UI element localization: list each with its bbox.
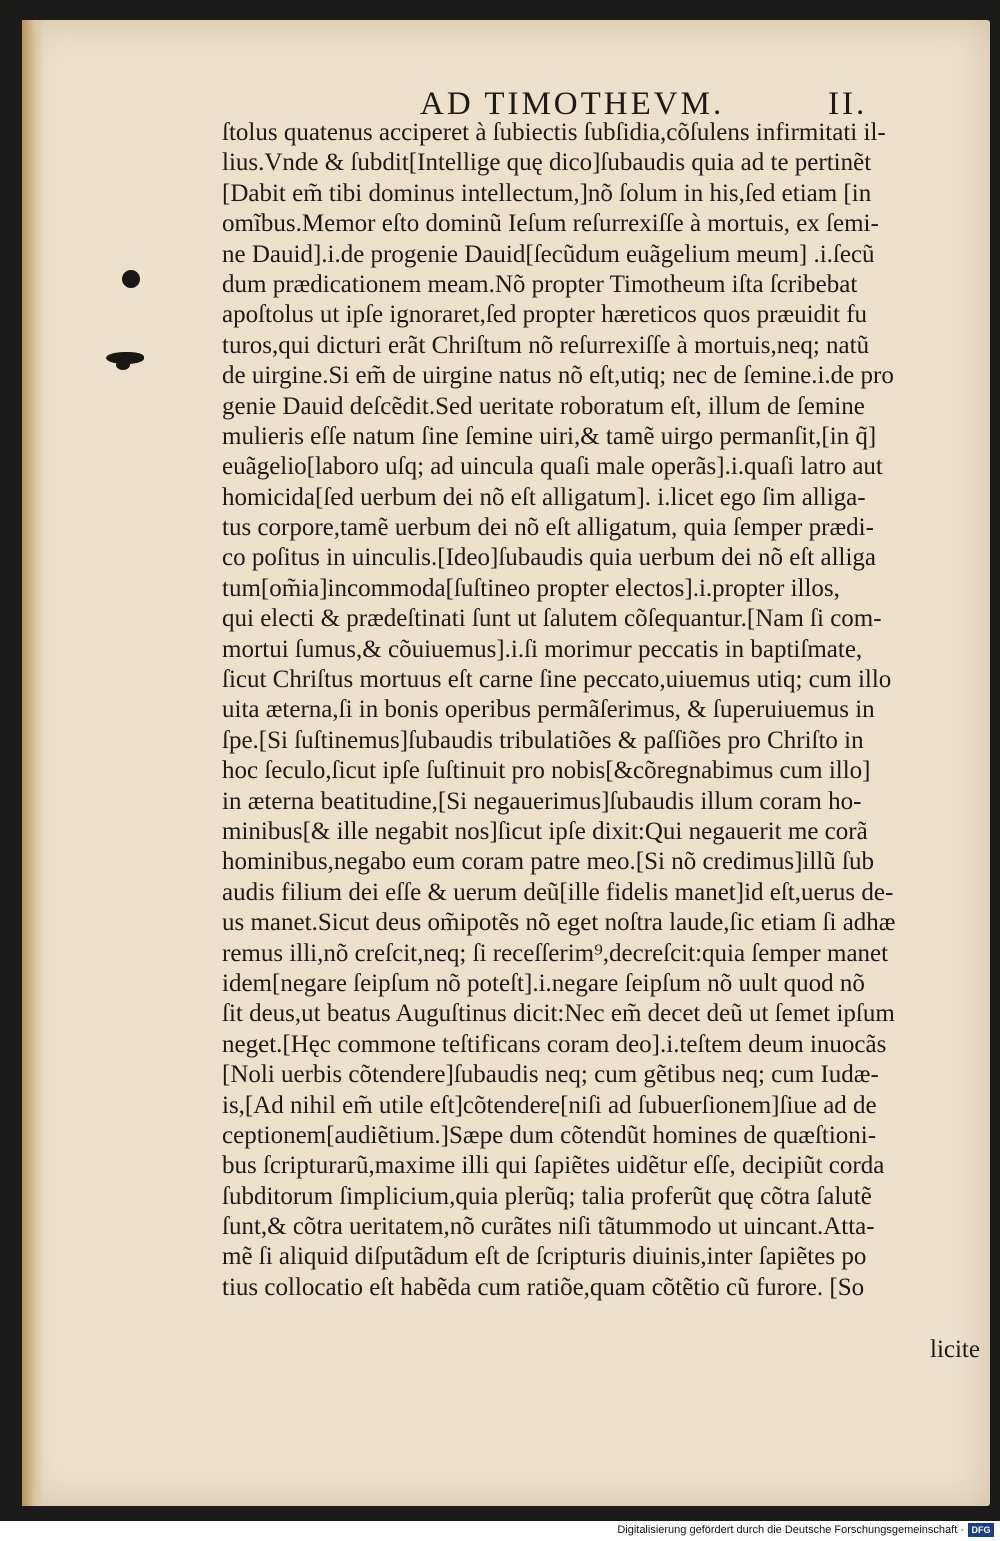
text-line: turos,qui dicturi erãt Chriſtum nõ reſurrexiſſe à mortuis,neq; natũ: [222, 331, 870, 359]
text-line: neget.[Hęc commone teſtificans coram deo].i.teſtem deum inuocãs: [222, 1030, 887, 1058]
text-line: tus corpore,tamẽ uerbum dei nõ eſt alligatum, quia ſemper prædi-: [222, 514, 874, 542]
text-line: us manet.Sicut deus om̃ipotẽs nõ eget noſtra laude,ſic etiam ſi adhæ: [222, 909, 896, 937]
text-line: mortui ſumus,& cõuiuemus].i.ſi morimur peccatis in baptiſmate,: [222, 635, 863, 663]
text-line: tum[om̃ia]incommoda[ſuſtineo propter electos].i.propter illos,: [222, 574, 840, 602]
text-line: audis filium dei eſſe & uerum deũ[ille fidelis manet]id eſt,uerus de-: [222, 878, 894, 906]
digitization-credit: Digitalisierung gefördert durch die Deutsche Forschungsgemeinschaft ·: [617, 1524, 964, 1536]
text-line: co poſitus in uinculis.[Ideo]ſubaudis quia uerbum dei nõ eſt alliga: [222, 544, 877, 572]
body-text: [222, 118, 992, 1303]
text-line: ne Dauid].i.de progenie Dauid[ſecũdum euãgelium meum] .i.ſecũ: [222, 240, 875, 268]
text-line: ſunt,& cõtra ueritatem,nõ curãtes niſi tãtummodo ut uincant.Atta-: [222, 1213, 875, 1241]
text-line: qui electi & prædeſtinati ſunt ut ſalutem cõſequantur.[Nam ſi com-: [222, 605, 882, 633]
text-line: uita æterna,ſi in bonis operibus permãſerimus, & ſuperuiuemus in: [222, 696, 875, 724]
text-line: ſpe.[Si ſuſtinemus]ſubaudis tribulatiões & paſſiões pro Chriſto in: [222, 726, 864, 754]
text-line: ſicut Chriſtus mortuus eſt carne ſine peccato,uiuemus utiq; cum illo: [222, 666, 892, 694]
text-line: lius.Vnde & ſubdit[Intellige quę dico]ſubaudis quia ad te pertinẽt: [222, 149, 872, 177]
text-line: hoc ſeculo,ſicut ipſe ſuſtinuit pro nobis[&cõregnabimus cum illo]: [222, 757, 871, 785]
running-title: AD TIMOTHEVM.: [420, 86, 725, 122]
text-line: hominibus,negabo eum coram patre meo.[Si nõ credimus]illũ ſub: [222, 848, 874, 876]
text-line: [Noli uerbis cõtendere]ſubaudis neq; cum gẽtibus neq; cum Iudæ-: [222, 1061, 879, 1089]
text-line: remus illi,nõ creſcit,neq; ſi receſſerim⁹,decreſcit:quia ſemper manet: [222, 939, 889, 967]
text-line: mẽ ſi aliquid diſputãdum eſt de ſcripturis diuinis,inter ſapiẽtes po: [222, 1243, 867, 1271]
text-line: omĩbus.Memor eſto dominũ Ieſum reſurrexiſſe à mortuis, ex ſemi-: [222, 210, 879, 238]
ink-stain: [122, 270, 140, 288]
text-line: euãgelio[laboro uſq; ad uincula quaſi male operãs].i.quaſi latro aut: [222, 453, 883, 481]
text-line: tius collocatio eſt habẽda cum ratiõe,quam cõtẽtio cũ furore. [So: [222, 1273, 865, 1301]
text-line: de uirgine.Si em̃ de uirgine natus nõ eſt,utiq; nec de ſemine.i.de pro: [222, 362, 894, 390]
text-line: minibus[& ille negabit nos]ſicut ipſe dixit:Qui negauerit me corã: [222, 817, 868, 845]
folio-number: II.: [828, 86, 868, 122]
text-line: in æterna beatitudine,[Si negauerimus]ſubaudis illum coram ho-: [222, 787, 862, 815]
text-line: ceptionem[audiẽtium.]Sæpe dum cõtendũt homines de quæſtioni-: [222, 1121, 877, 1149]
text-line: dum prædicationem meam.Nõ propter Timotheum iſta ſcribebat: [222, 270, 858, 298]
dfg-logo: DFG: [968, 1523, 994, 1537]
text-line: ſit deus,ut beatus Auguſtinus dicit:Nec em̃ decet deũ ut ſemet ipſum: [222, 1000, 895, 1028]
page-gutter: [22, 20, 44, 1506]
text-line: genie Dauid deſcẽdit.Sed ueritate roboratum eſt, illum de ſemine: [222, 392, 865, 420]
text-line: homicida[ſed uerbum dei nõ eſt alligatum]. i.licet ego ſim alliga-: [222, 483, 866, 511]
catchword: licite: [930, 1336, 980, 1363]
text-line: mulieris eſſe natum ſine ſemine uiri,& tamẽ uirgo permanſit,[in q̃]: [222, 422, 877, 450]
text-line: idem[negare ſeipſum nõ poteſt].i.negare ſeipſum nõ uult quod nõ: [222, 969, 865, 997]
text-line: apoſtolus ut ipſe ignoraret,ſed propter hæreticos quos præuidit fu: [222, 301, 868, 329]
ink-stain: [116, 360, 130, 370]
text-line: bus ſcripturarũ,maxime illi qui ſapiẽtes uidẽtur eſſe, decipiũt corda: [222, 1152, 885, 1180]
text-line: ſubditorum ſimplicium,quia plerũq; talia proferũt quę cõtra ſalutẽ: [222, 1182, 872, 1210]
text-line: ſtolus quatenus acciperet à ſubiectis ſubſidia,cõſulens infirmitati il-: [222, 119, 886, 146]
text-line: is,[Ad nihil em̃ utile eſt]cõtendere[niſi ad ſubuerſionem]ſiue ad de: [222, 1091, 877, 1119]
text-line: [Dabit em̃ tibi dominus intellectum,]nõ ſolum in his,ſed etiam [in: [222, 179, 872, 207]
